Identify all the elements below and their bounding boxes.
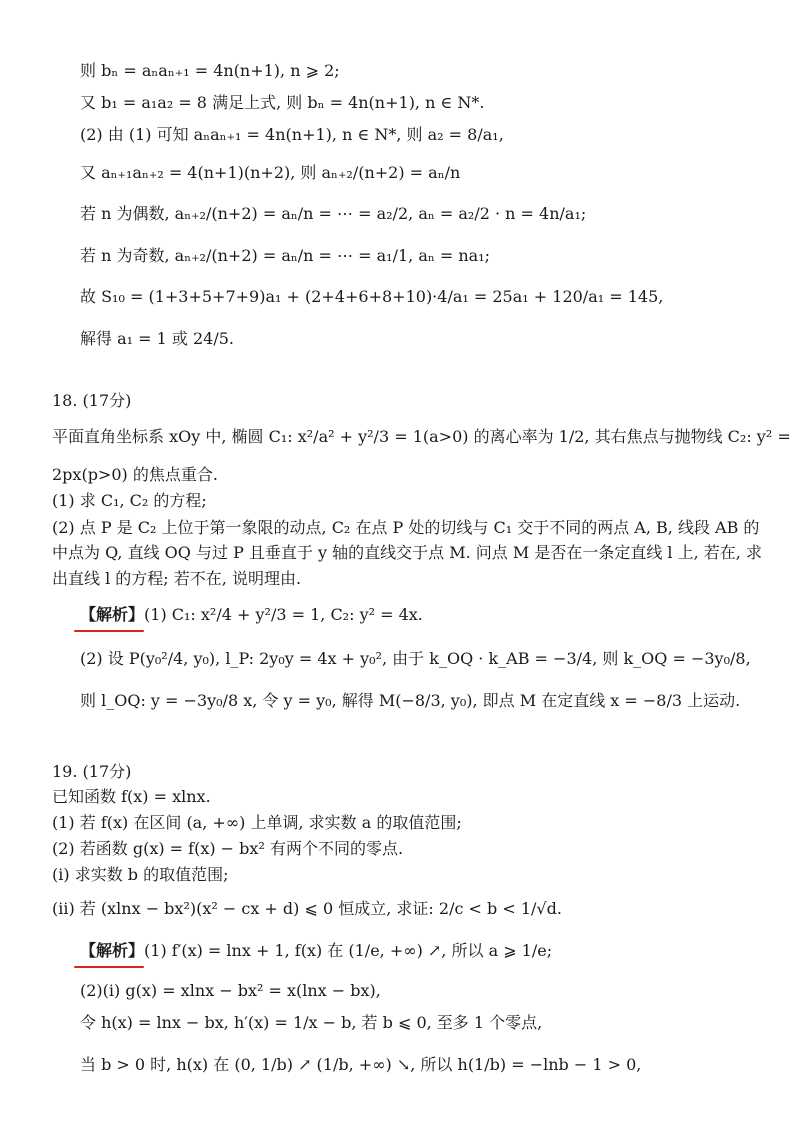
solution-tag-label: 【解析】 [80, 941, 145, 960]
question-19-text: (2) 若函数 g(x) = f(x) − bx² 有两个不同的零点. [52, 839, 404, 858]
question-19-text: (1) 若 f(x) 在区间 (a, +∞) 上单调, 求实数 a 的取值范围; [52, 813, 462, 832]
question-19-title: 19. (17分) [52, 762, 132, 781]
text-line: (2) 由 (1) 可知 aₙaₙ₊₁ = 4n(n+1), n ∈ N*, 则 a₂ = 8/a₁, [80, 125, 504, 144]
text-line: 则 bₙ = aₙaₙ₊₁ = 4n(n+1), n ⩾ 2; [80, 61, 340, 80]
text-line: 又 b₁ = a₁a₂ = 8 满足上式, 则 bₙ = 4n(n+1), n ∈ N*. [80, 93, 485, 112]
solution-19-line: 当 b > 0 时, h(x) 在 (0, 1/b) ↗ (1/b, +∞) ↘, 所以 h(1/b) = −lnb − 1 > 0, [80, 1055, 642, 1074]
solution-18-line: (2) 设 P(y₀²/4, y₀), l_P: 2y₀y = 4x + y₀², 由于 k_OQ · k_AB = −3/4, 则 k_OQ = −3y₀/8, [80, 649, 751, 668]
text-line: 若 n 为奇数, aₙ₊₂/(n+2) = aₙ/n = ⋯ = a₁/1, aₙ = na₁; [80, 246, 491, 265]
solution-19-part1: (1) f′(x) = lnx + 1, f(x) 在 (1/e, +∞) ↗, 所以 a ⩾ 1/e; [144, 941, 553, 960]
question-18-text: 2px(p>0) 的焦点重合. [52, 465, 218, 484]
solution-19-line: (2)(i) g(x) = xlnx − bx² = x(lnx − bx), [80, 981, 381, 1000]
solution-18-line: 则 l_OQ: y = −3y₀/8 x, 令 y = y₀, 解得 M(−8/3, y₀), 即点 M 在定直线 x = −8/3 上运动. [80, 691, 741, 710]
solution-tag [80, 940, 144, 962]
text-line: 又 aₙ₊₁aₙ₊₂ = 4(n+1)(n+2), 则 aₙ₊₂/(n+2) = aₙ/n [80, 163, 461, 182]
red-underline [74, 630, 144, 632]
question-18-text: 平面直角坐标系 xOy 中, 椭圆 C₁: x²/a² + y²/3 = 1(a>0) 的离心率为 1/2, 其右焦点与抛物线 C₂: y² = [52, 427, 791, 446]
red-underline [74, 966, 144, 968]
solution-tag-label: 【解析】 [80, 605, 145, 624]
question-18-title: 18. (17分) [52, 391, 132, 410]
question-18-text: 出直线 l 的方程; 若不在, 说明理由. [52, 569, 302, 588]
text-line: 解得 a₁ = 1 或 24/5. [80, 329, 234, 348]
question-18-text: 中点为 Q, 直线 OQ 与过 P 且垂直于 y 轴的直线交于点 M. 问点 M 是否在一条定直线 l 上, 若在, 求 [52, 543, 762, 562]
solution-tag [80, 604, 144, 626]
solution-19-line: 令 h(x) = lnx − bx, h′(x) = 1/x − b, 若 b ⩽ 0, 至多 1 个零点, [80, 1013, 543, 1032]
text-line: 故 S₁₀ = (1+3+5+7+9)a₁ + (2+4+6+8+10)·4/a₁ = 25a₁ + 120/a₁ = 145, [80, 287, 664, 306]
question-19-text: (ii) 若 (xlnx − bx²)(x² − cx + d) ⩽ 0 恒成立, 求证: 2/c < b < 1/√d. [52, 899, 562, 918]
question-18-text: (1) 求 C₁, C₂ 的方程; [52, 491, 207, 510]
solution-18-line [80, 604, 760, 626]
solution-19-line [80, 940, 760, 962]
solution-18-part1: (1) C₁: x²/4 + y²/3 = 1, C₂: y² = 4x. [144, 605, 423, 624]
text-line: 若 n 为偶数, aₙ₊₂/(n+2) = aₙ/n = ⋯ = a₂/2, aₙ = a₂/2 · n = 4n/a₁; [80, 204, 587, 223]
question-19-text: (i) 求实数 b 的取值范围; [52, 865, 229, 884]
question-18-text: (2) 点 P 是 C₂ 上位于第一象限的动点, C₂ 在点 P 处的切线与 C₁ 交于不同的两点 A, B, 线段 AB 的 [52, 518, 760, 537]
question-19-text: 已知函数 f(x) = xlnx. [52, 787, 211, 806]
